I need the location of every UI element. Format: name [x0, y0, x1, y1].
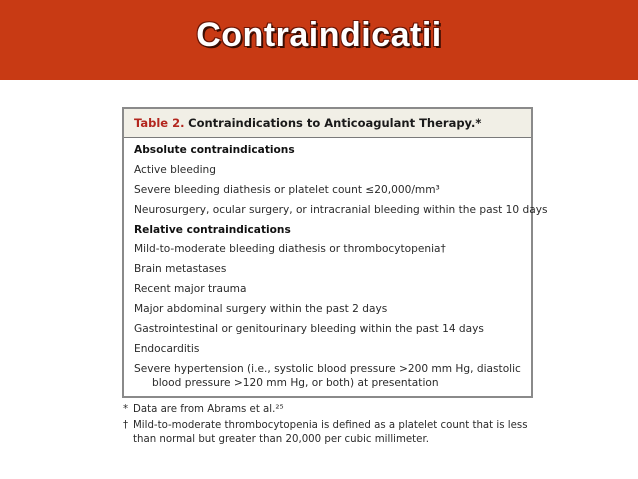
table-row: Major abdominal surgery within the past 2 days: [134, 303, 388, 315]
table-header: [124, 109, 531, 138]
footnote-star: [123, 404, 284, 415]
contraindications-table: [122, 107, 548, 398]
table-row: Severe bleeding diathesis or platelet count ≤20,000/mm³: [134, 184, 440, 196]
title-bar: [0, 0, 638, 80]
footnote-dagger-mark: †: [123, 420, 129, 431]
footnote-dagger-text: Mild-to-moderate thrombocytopenia is defined as a platelet count that is less: [133, 420, 528, 431]
table-row: Gastrointestinal or genitourinary bleeding within the past 14 days: [134, 323, 484, 335]
table-label: Table 2.: [134, 116, 185, 130]
footnote-dagger: [123, 420, 528, 431]
table-row: Brain metastases: [134, 263, 227, 275]
table-caption: Contraindications to Anticoagulant Therapy.*: [188, 116, 482, 130]
slide-title: Contraindicatii: [196, 16, 442, 54]
table-title: [134, 116, 481, 130]
absolute-heading: Absolute contraindications: [134, 144, 295, 156]
table-row: Severe hypertension (i.e., systolic blood pressure >200 mm Hg, diastolic: [134, 363, 521, 375]
footnote-dagger-continuation: than normal but greater than 20,000 per cubic millimeter.: [133, 434, 429, 445]
relative-heading: Relative contraindications: [134, 224, 291, 236]
footnote-star-mark: *: [123, 404, 129, 415]
table-row: Recent major trauma: [134, 283, 247, 295]
table-row: Endocarditis: [134, 343, 200, 355]
table-row: Active bleeding: [134, 164, 216, 176]
table-row: Neurosurgery, ocular surgery, or intracranial bleeding within the past 10 days: [134, 204, 548, 216]
footnote-star-text: Data are from Abrams et al.²⁵: [133, 404, 284, 415]
table-row: Mild-to-moderate bleeding diathesis or thrombocytopenia†: [134, 243, 446, 255]
table-row-continuation: blood pressure >120 mm Hg, or both) at presentation: [152, 377, 439, 389]
